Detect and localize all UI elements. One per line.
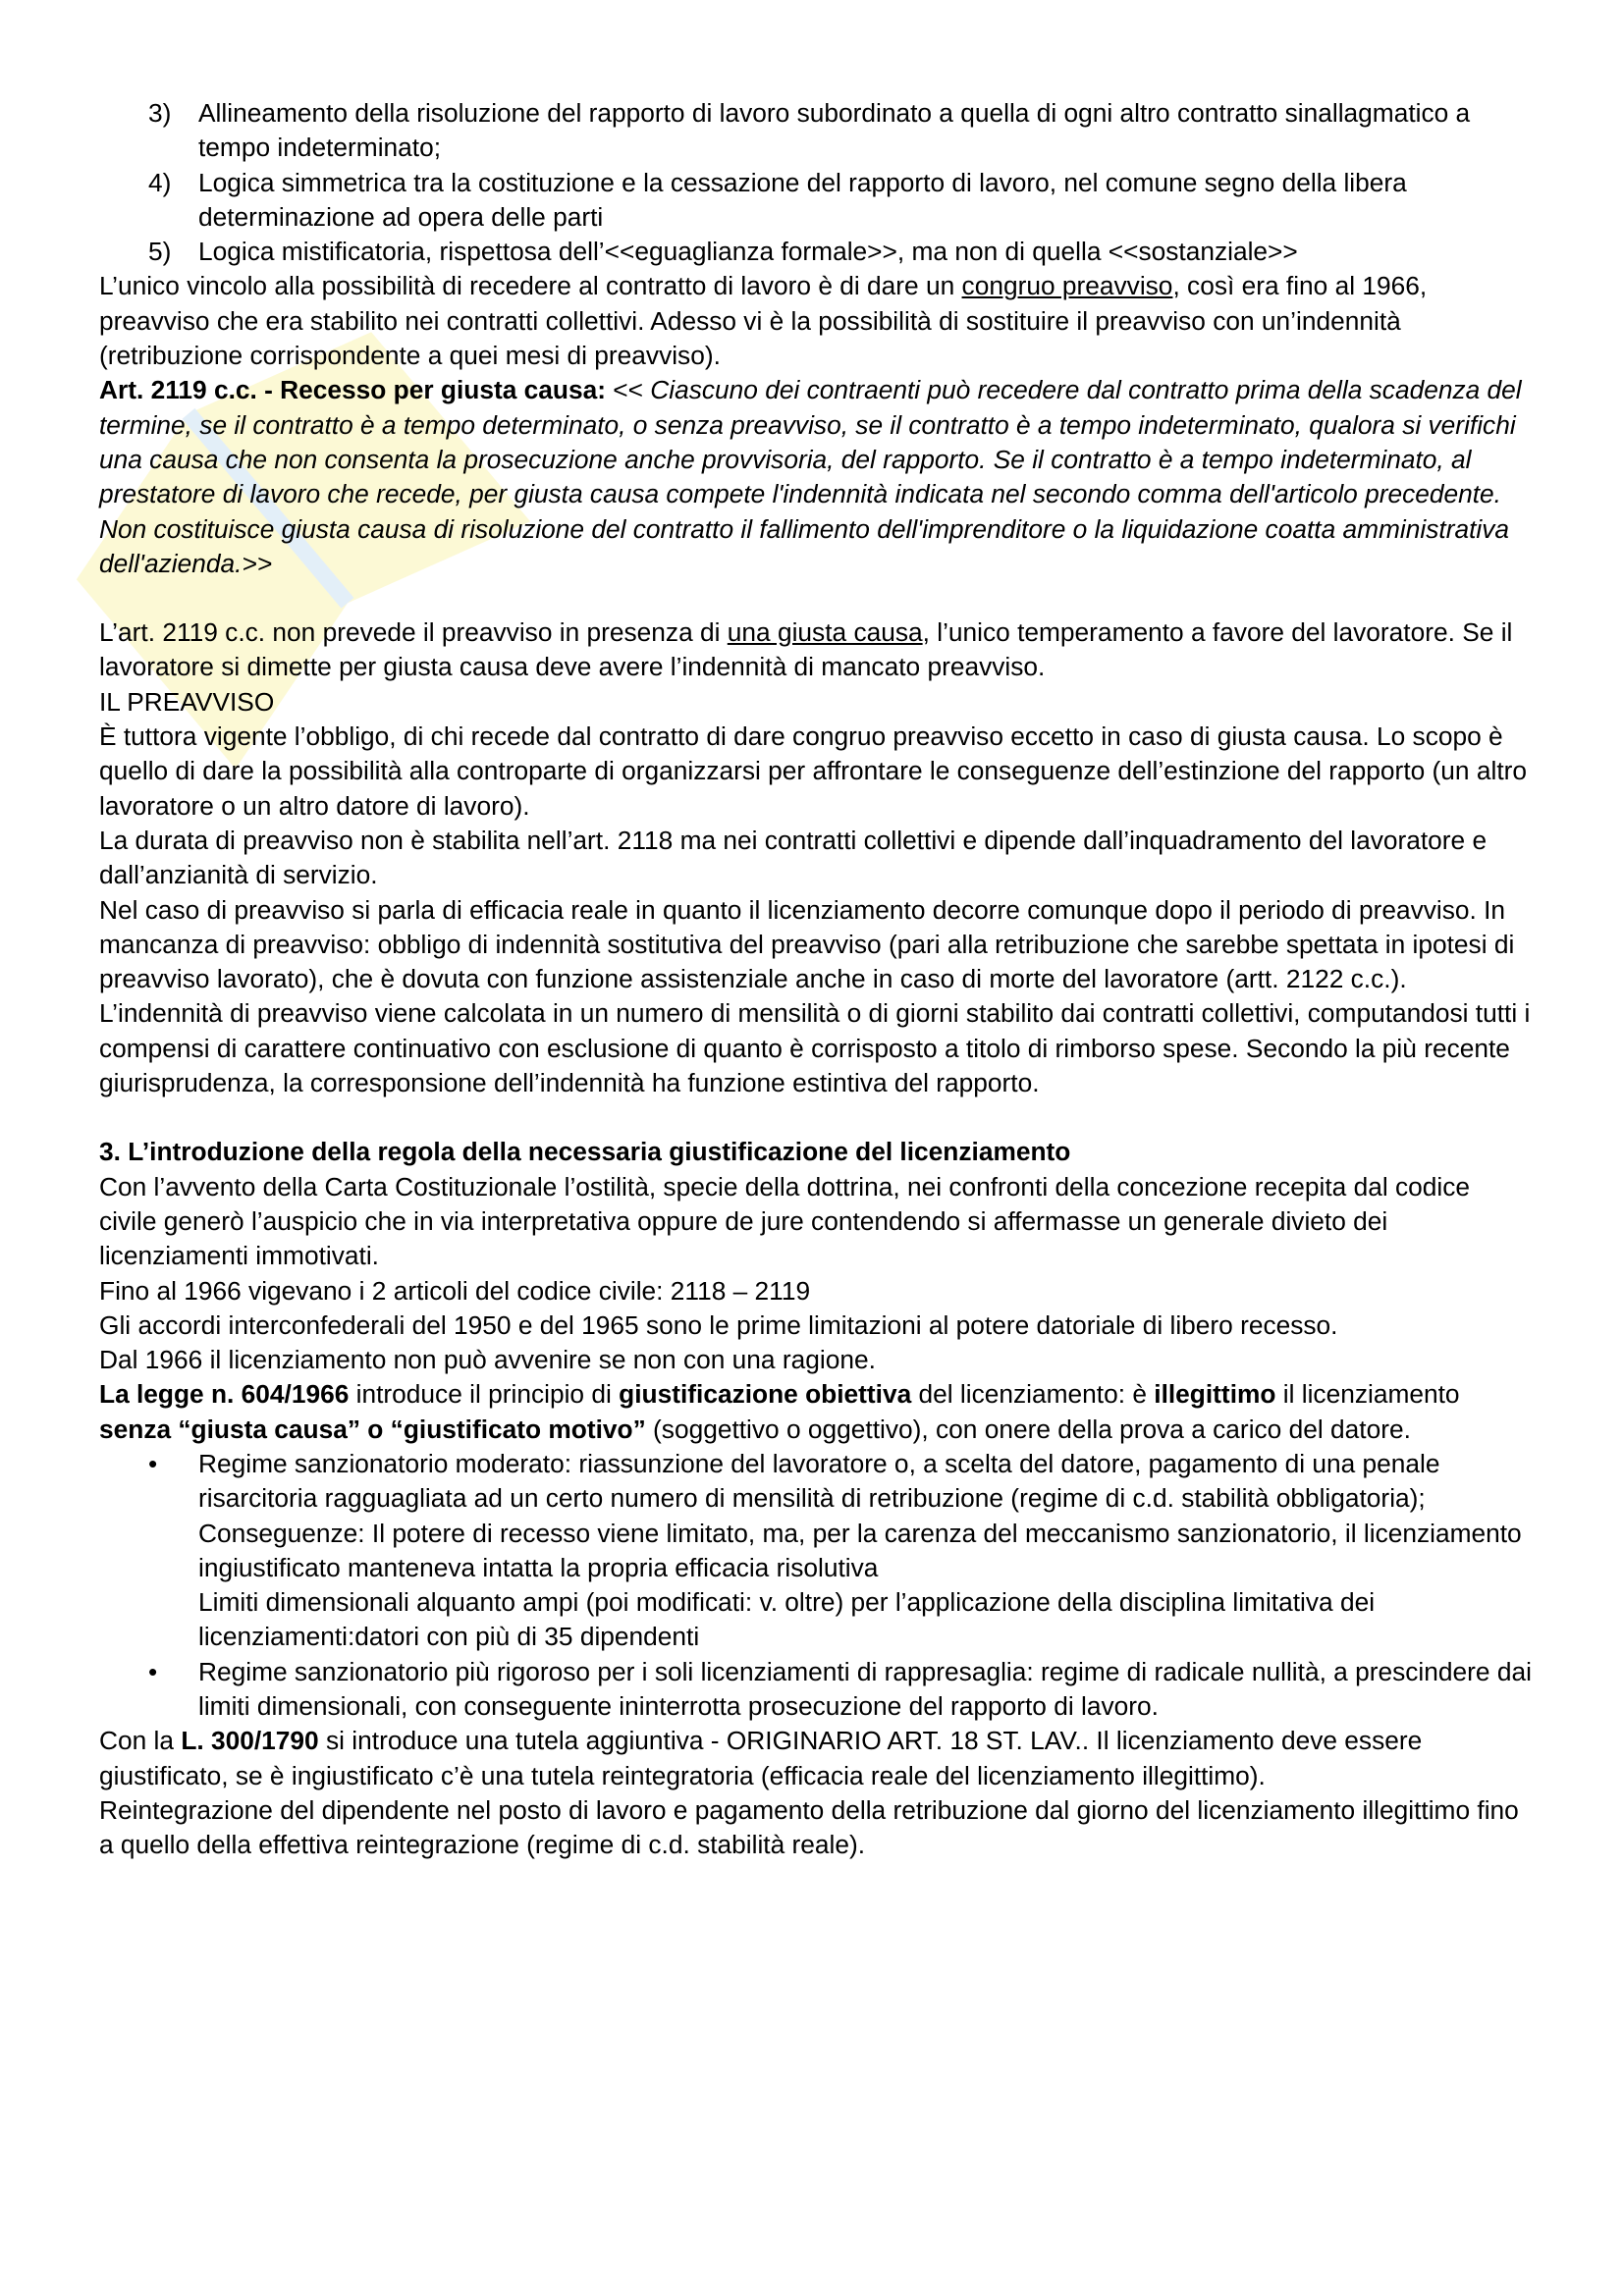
list-number: 5) (148, 237, 172, 267)
bullet-item (99, 1655, 1533, 1725)
text-run: , l’unico temperamento a favore del lavoratore. Se il lavoratore si dimette per giusta causa deve avere l’indennità di mancato preavviso. (99, 617, 1513, 682)
numbered-list (99, 96, 1533, 269)
text-run: introduce il principio di (349, 1379, 620, 1410)
list-text: Logica simmetrica tra la costituzione e la cessazione del rapporto di lavoro, nel comune segno della libera determinazione ad opera delle parti (198, 167, 1407, 232)
bullet-item (99, 1447, 1533, 1517)
text-run: (soggettivo o oggettivo), con onere della prova a carico del datore. (645, 1414, 1411, 1444)
bullet-continuation: Conseguenze: Il potere di recesso viene limitato, ma, per la carenza del meccanismo sanzionatorio, il licenziamento ingiustificato manteneva intatta la propria efficacia risolutiva (198, 1518, 1522, 1582)
bold-term: L. 300/1790 (181, 1726, 319, 1756)
list-text: Logica mistificatoria, rispettosa dell’<<eguaglianza formale>>, ma non di quella <<sostanziale>> (198, 237, 1298, 267)
bullet-icon: • (148, 1448, 158, 1478)
quote-text: Ciascuno dei contraenti può recedere dal contratto prima della scadenza del termine, se il contratto è a tempo determinato, o senza preavviso, se il contratto è a tempo indeterminato, qualora si verifichi una causa che non consenta la prosecuzione anche provvisoria, del rapporto. Se il contratto è a tempo indeterminato, al prestatore di lavoro che recede, per giusta causa compete l'indennità indicata nel secondo comma dell'articolo precedente. (99, 375, 1522, 509)
section-title: 3. L’introduzione della regola della necessaria giustificazione del licenziamento (99, 1137, 1071, 1167)
list-item (99, 166, 1533, 236)
bold-term: La legge n. 604/1966 (99, 1379, 350, 1410)
bullet-continuation: Limiti dimensionali alquanto ampi (poi modificati: v. oltre) per l’applicazione della disciplina limitativa dei licenziamenti:datori con più di 35 dipendenti (198, 1587, 1376, 1652)
quote-open: << (605, 375, 651, 405)
underlined-term: una giusta causa (727, 617, 923, 648)
bold-term: illegittimo (1154, 1379, 1276, 1410)
paragraph-art2119 (99, 615, 1533, 685)
section-heading (99, 1135, 1533, 1169)
underlined-term: congruo preavviso (961, 271, 1173, 301)
preavviso-paragraph: Nel caso di preavviso si parla di efficacia reale in quanto il licenziamento decorre comunque dopo il periodo di preavviso. In mancanza di preavviso: obbligo di indennità sostitutiva del preavviso (pari alla retribuzione che sarebbe spettata in ipotesi di preavviso lavorato), che è dovuta con funzione assistenziale anche in caso di morte del lavoratore (artt. 2122 c.c.). (99, 894, 1515, 994)
preavviso-title: IL PREAVVISO (99, 686, 275, 717)
bullet-list (99, 1447, 1533, 1517)
paragraph-legge-300 (99, 1724, 1533, 1793)
text-run: L’art. 2119 c.c. non prevede il preavviso in presenza di (99, 617, 728, 648)
blank-line (99, 581, 1533, 615)
bullet-text: Regime sanzionatorio moderato: riassunzione del lavoratore o, a scelta del datore, pagamento di una penale risarcitoria ragguagliata ad un certo numero di mensilità di retribuzione (regime di c.d. stabilità obbligatoria); (198, 1448, 1440, 1514)
blank-line (99, 1100, 1533, 1135)
art-2119-quote (99, 373, 1533, 511)
preavviso-paragraph: È tuttora vigente l’obbligo, di chi recede dal contratto di dare congruo preavviso eccetto in caso di giusta causa. Lo scopo è quello di dare la possibilità alla controparte di organizzarsi per affrontare le conseguenze dell’estinzione del rapporto (un altro lavoratore o un altro datore di lavoro). (99, 721, 1528, 821)
bullet-text: Regime sanzionatorio più rigoroso per i soli licenziamenti di rappresaglia: regime di radicale nullità, a prescindere dai limiti dimensionali, con conseguente ininterrotta prosecuzione del rapporto di lavoro. (198, 1656, 1532, 1722)
text-run: del licenziamento: è (911, 1379, 1155, 1410)
list-number: 3) (148, 98, 172, 128)
text-run: , così era fino al 1966, preavviso che era stabilito nei contratti collettivi. Adesso vi è la possibilità di sostituire il preavviso con un’indennità (retribuzione corrispondente a quei mesi di preavviso). (99, 271, 1428, 371)
text-run: il licenziamento (1275, 1379, 1460, 1410)
bold-term: senza “giusta causa” o “giustificato motivo” (99, 1414, 646, 1444)
paragraph-vincolo (99, 269, 1533, 373)
list-item (99, 235, 1533, 269)
list-number: 4) (148, 167, 172, 197)
quote-text: Non costituisce giusta causa di risoluzione del contratto il fallimento dell'imprenditore o la liquidazione coatta amministrativa dell'azienda.>> (99, 513, 1510, 578)
final-paragraph: Reintegrazione del dipendente nel posto di lavoro e pagamento della retribuzione dal giorno del licenziamento illegittimo fino a quello della effettiva reintegrazione (regime di c.d. stabilità reale). (99, 1794, 1519, 1860)
bullet-icon: • (148, 1656, 158, 1686)
preavviso-paragraph: L’indennità di preavviso viene calcolata in un numero di mensilità o di giorni stabilito dai contratti collettivi, computandosi tutti i compensi di carattere continuativo con esclusione di quanto è corrisposto a titolo di rimborso spese. Secondo la più recente giurisprudenza, la corresponsione dell’indennità ha funzione estintiva del rapporto. (99, 998, 1531, 1098)
text-run: si introduce una tutela aggiuntiva - ORIGINARIO ART. 18 ST. LAV.. Il licenziamento deve essere giustificato, se è ingiustificato c’è una tutela reintegratoria (efficacia reale del licenziamento illegittimo). (99, 1726, 1423, 1790)
bold-term: giustificazione obiettiva (619, 1379, 912, 1410)
bullet-list (99, 1655, 1533, 1725)
section-paragraph: Con l’avvento della Carta Costituzionale l’ostilità, specie della dottrina, nei confronti della concezione recepita dal codice civile generò l’auspicio che in via interpretativa oppure de jure contendendo si affermasse un generale divieto dei licenziamenti immotivati. (99, 1171, 1470, 1271)
paragraph-legge-604 (99, 1377, 1533, 1447)
section-paragraph: Gli accordi interconfederali del 1950 e del 1965 sono le prime limitazioni al potere datoriale di libero recesso. (99, 1309, 1338, 1340)
art-2119-quote-cont (99, 512, 1533, 582)
text-run: L’unico vincolo alla possibilità di recedere al contratto di lavoro è di dare un (99, 271, 962, 301)
preavviso-paragraph: La durata di preavviso non è stabilita nell’art. 2118 ma nei contratti collettivi e dipende dall’inquadramento del lavoratore e dall’anzianità di servizio. (99, 825, 1488, 890)
art-heading: Art. 2119 c.c. - Recesso per giusta causa: (99, 375, 606, 405)
list-text: Allineamento della risoluzione del rapporto di lavoro subordinato a quella di ogni altro contratto sinallagmatico a tempo indeterminato; (198, 98, 1471, 163)
document-page (99, 96, 1533, 1863)
section-paragraph: Dal 1966 il licenziamento non può avvenire se non con una ragione. (99, 1345, 876, 1375)
text-run: Con la (99, 1726, 182, 1756)
section-paragraph: Fino al 1966 vigevano i 2 articoli del codice civile: 2118 – 2119 (99, 1275, 811, 1306)
list-item (99, 96, 1533, 166)
